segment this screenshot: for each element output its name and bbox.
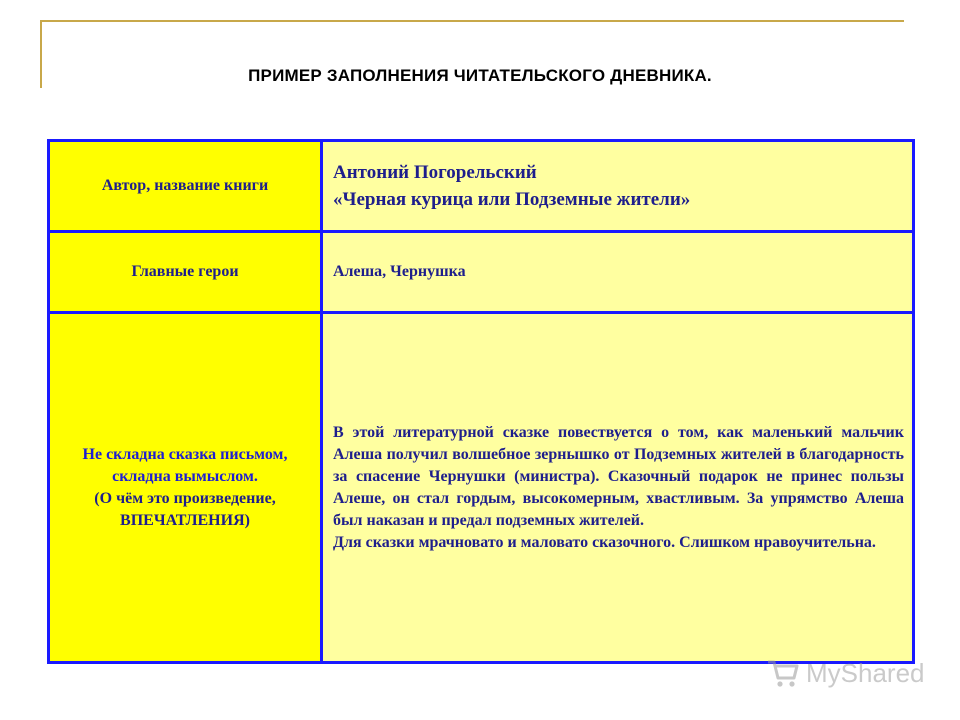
review-proverb: Не складна сказка письмом, складна вымыслом. bbox=[82, 445, 288, 485]
author-value-cell bbox=[322, 141, 914, 232]
page-title: ПРИМЕР ЗАПОЛНЕНИЯ ЧИТАТЕЛЬСКОГО ДНЕВНИКА. bbox=[248, 66, 712, 85]
review-label bbox=[50, 444, 320, 532]
author-name: Антоний Погорельский bbox=[333, 162, 537, 183]
review-value-cell bbox=[322, 313, 914, 663]
table-row-review bbox=[49, 313, 914, 663]
author-label-cell bbox=[49, 141, 322, 232]
review-hint: (О чём это произведение, ВПЕЧАТЛЕНИЯ) bbox=[94, 489, 276, 529]
watermark bbox=[766, 656, 925, 690]
reading-diary-table bbox=[47, 139, 915, 664]
review-paragraph-1: В этой литературной сказке повествуется о том, как маленький мальчик Алеша получил волшебное зернышко от Подземных жителей в благодарность за спасение Чернушки (министра). Сказочный подарок не принес пользы Алеше, он стал гордым, высокомерным, хвастливым. За упрямство Алеша был наказан и предал подземных жителей. bbox=[333, 423, 904, 529]
heroes-label: Главные герои bbox=[131, 263, 239, 280]
author-label: Автор, название книги bbox=[101, 177, 269, 194]
decorative-top-line bbox=[40, 20, 904, 22]
book-title: «Черная курица или Подземные жители» bbox=[333, 189, 691, 210]
review-label-cell bbox=[49, 313, 322, 663]
heroes-label-cell bbox=[49, 232, 322, 313]
heroes-value-cell bbox=[322, 232, 914, 313]
table-row-author bbox=[49, 141, 914, 232]
review-paragraph-2: Для сказки мрачновато и маловато сказочного. Слишком нравоучительна. bbox=[333, 533, 876, 551]
heroes-value: Алеша, Чернушка bbox=[333, 263, 466, 280]
table-row-heroes bbox=[49, 232, 914, 313]
shopping-cart-icon bbox=[766, 656, 800, 690]
watermark-text: MyShared bbox=[806, 657, 925, 688]
